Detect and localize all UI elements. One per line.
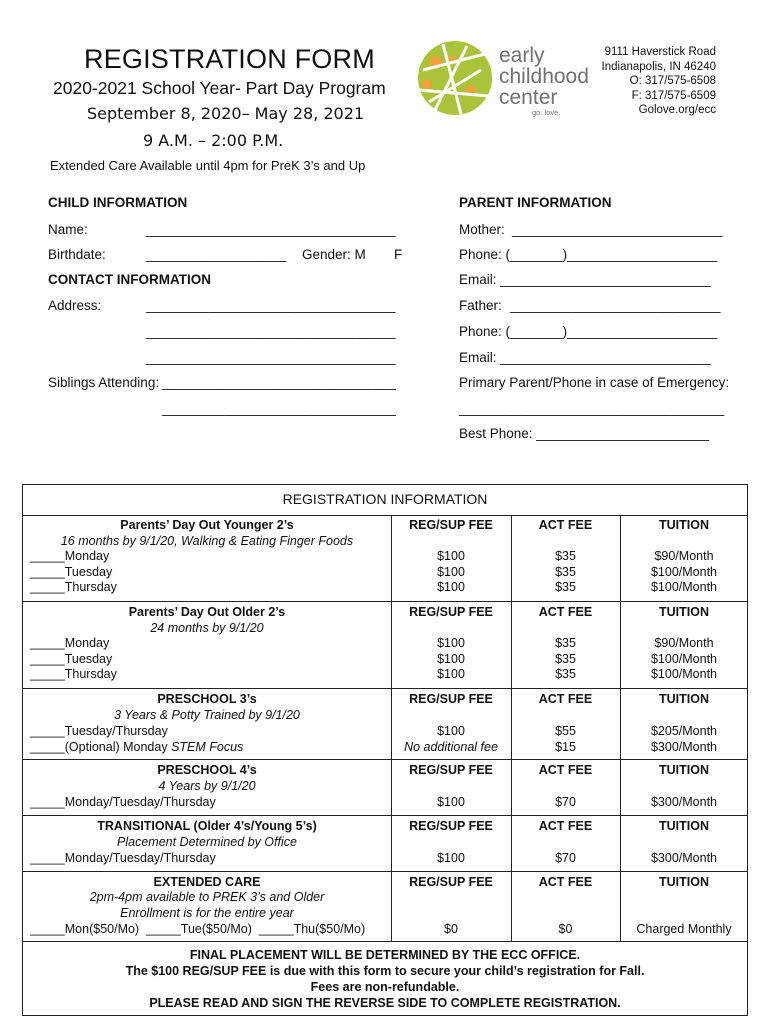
contact-city: Indianapolis, IN 46240: [601, 60, 716, 73]
reg-fee: $100: [437, 565, 465, 579]
program-dates: September 8, 2020– May 28, 2021: [87, 104, 365, 123]
ecc-logo-mark: [415, 40, 600, 120]
act-fee: $35: [555, 549, 576, 563]
act-fee: $35: [555, 580, 576, 594]
option-optional-monday[interactable]: [30, 740, 243, 754]
section-title: TRANSITIONAL (Older 4’s/Young 5’s): [97, 819, 317, 833]
mother-label: Mother:: [459, 222, 505, 237]
address-field-2[interactable]: ________________________________: [146, 324, 396, 339]
col-header-tuition: TUITION: [659, 518, 709, 532]
section-extended-care: [23, 872, 747, 942]
option-mon-tue-thu[interactable]: _____Monday/Tuesday/Thursday: [30, 795, 216, 809]
program-hours: 9 A.M. – 2:00 P.M.: [143, 131, 284, 150]
section-transitional: [23, 816, 747, 872]
tuition: $205/Month: [650, 724, 718, 738]
col-header-act-fee: ACT FEE: [538, 819, 593, 833]
tuition: $100/Month: [650, 667, 718, 681]
logo-word-childhood: childhood: [499, 65, 589, 88]
reg-fee: $100: [437, 667, 465, 681]
contact-block: [602, 45, 716, 118]
section-note: 4 Years by 9/1/20: [158, 779, 256, 793]
reg-fee: $0: [444, 922, 458, 936]
tuition: Charged Monthly: [636, 922, 732, 936]
father-email-field[interactable]: Email: ____________________________: [459, 350, 711, 365]
form-title: REGISTRATION FORM: [84, 44, 375, 74]
col-header-reg-fee: REG/SUP FEE: [409, 605, 493, 619]
col-header-tuition: TUITION: [659, 875, 709, 889]
registration-table-heading: REGISTRATION INFORMATION: [23, 485, 747, 516]
option-extended-days[interactable]: _____Mon($50/Mo) _____Tue($50/Mo) _____Thu($50/Mo): [30, 922, 366, 936]
section-preschool-3s: [23, 689, 747, 760]
act-fee: $70: [555, 795, 576, 809]
reg-fee: $100: [437, 636, 465, 650]
child-info-heading: CHILD INFORMATION: [48, 195, 188, 210]
reg-fee: $100: [437, 549, 465, 563]
act-fee: $35: [555, 636, 576, 650]
act-fee: $35: [555, 565, 576, 579]
col-header-reg-fee: REG/SUP FEE: [409, 692, 493, 706]
siblings-field-1[interactable]: ______________________________: [162, 375, 397, 390]
col-header-tuition: TUITION: [659, 605, 709, 619]
best-phone-field[interactable]: Best Phone: _______________________: [459, 426, 709, 441]
contact-street: 9111 Haverstick Road: [604, 46, 716, 58]
name-field[interactable]: ________________________________: [146, 222, 396, 237]
section-note: 3 Years & Potty Trained by 9/1/20: [114, 708, 300, 722]
option-thursday[interactable]: _____Thursday: [30, 580, 117, 594]
contact-office-phone: O: 317/575-6508: [629, 75, 716, 87]
contact-info-heading: CONTACT INFORMATION: [48, 272, 211, 287]
final-note-sign-reverse: PLEASE READ AND SIGN THE REVERSE SIDE TO COMPLETE REGISTRATION.: [149, 996, 621, 1010]
final-note-nonrefundable: Fees are non-refundable.: [310, 980, 460, 994]
option-label-stem: STEM Focus: [171, 740, 244, 754]
logo-word-early: early: [499, 44, 545, 67]
option-mon-tue-thu[interactable]: _____Monday/Tuesday/Thursday: [30, 851, 216, 865]
act-fee: $0: [558, 922, 573, 936]
emergency-field[interactable]: __________________________________: [459, 401, 725, 416]
mother-phone-field[interactable]: Phone: (_______)____________________: [459, 247, 718, 262]
section-title: Parents’ Day Out Younger 2’s: [120, 518, 294, 532]
father-field[interactable]: ___________________________: [510, 298, 721, 313]
tuition: $100/Month: [650, 580, 718, 594]
tuition: $100/Month: [650, 565, 718, 579]
address-label: Address:: [48, 298, 102, 313]
col-header-reg-fee: REG/SUP FEE: [409, 819, 493, 833]
siblings-label: Siblings Attending:: [48, 375, 160, 390]
section-note: Placement Determined by Office: [117, 835, 297, 849]
extended-care-note: Extended Care Available until 4pm for PreK 3’s and Up: [50, 158, 366, 173]
act-fee: $70: [555, 851, 576, 865]
tuition: $90/Month: [654, 549, 714, 563]
section-note-enrollment: Enrollment is for the entire year: [120, 906, 294, 920]
section-title: PRESCHOOL 4’s: [157, 763, 257, 777]
father-phone-field[interactable]: Phone: (_______)____________________: [459, 324, 718, 339]
col-header-act-fee: ACT FEE: [538, 763, 593, 777]
section-pdo-younger: [23, 515, 747, 602]
col-header-reg-fee: REG/SUP FEE: [409, 875, 493, 889]
gender-f-option[interactable]: F: [394, 247, 403, 262]
act-fee: $35: [555, 667, 576, 681]
option-tuesday-thursday[interactable]: _____Tuesday/Thursday: [30, 724, 168, 738]
reg-fee: $100: [437, 795, 465, 809]
option-thursday[interactable]: _____Thursday: [30, 667, 117, 681]
registration-table: [22, 484, 748, 1016]
col-header-act-fee: ACT FEE: [538, 605, 593, 619]
option-tuesday[interactable]: _____Tuesday: [30, 652, 113, 666]
section-pdo-older: [23, 602, 747, 689]
parent-info-heading: PARENT INFORMATION: [459, 195, 612, 210]
tuition: $90/Month: [654, 636, 714, 650]
col-header-reg-fee: REG/SUP FEE: [409, 518, 493, 532]
siblings-field-2[interactable]: ______________________________: [162, 401, 397, 416]
ecc-logo: [415, 40, 600, 120]
reg-fee: $100: [437, 851, 465, 865]
gender-m-option[interactable]: Gender: M: [302, 247, 366, 262]
reg-fee: $100: [437, 724, 465, 738]
name-label: Name:: [48, 222, 88, 237]
reg-fee: $100: [437, 652, 465, 666]
section-note: 16 months by 9/1/20, Walking & Eating Finger Foods: [60, 534, 354, 548]
section-title: EXTENDED CARE: [153, 875, 261, 889]
option-monday[interactable]: _____Monday: [30, 636, 110, 650]
contact-fax: F: 317/575-6509: [631, 89, 716, 102]
col-header-tuition: TUITION: [659, 819, 709, 833]
tuition: $100/Month: [650, 652, 718, 666]
final-note-placement: FINAL PLACEMENT WILL BE DETERMINED BY THE ECC OFFICE.: [189, 948, 581, 962]
section-note: 2pm-4pm available to PREK 3’s and Older: [89, 890, 325, 904]
emergency-label: Primary Parent/Phone in case of Emergency:: [459, 375, 730, 390]
birthdate-field[interactable]: __________________: [146, 247, 287, 262]
section-title: PRESCHOOL 3’s: [157, 692, 257, 706]
option-tuesday[interactable]: _____Tuesday: [30, 565, 113, 579]
act-fee: $15: [555, 740, 576, 754]
final-note-fee-due: The $100 REG/SUP FEE is due with this form to secure your child’s registration for Fall.: [125, 964, 645, 978]
mother-email-field[interactable]: Email: ____________________________: [459, 272, 711, 287]
reg-fee: $100: [437, 580, 465, 594]
col-header-act-fee: ACT FEE: [538, 875, 593, 889]
tuition: $300/Month: [650, 851, 718, 865]
contact-website: Golove.org/ecc: [638, 104, 716, 116]
col-header-reg-fee: REG/SUP FEE: [409, 763, 493, 777]
logo-word-center: center: [499, 86, 558, 109]
address-field-3[interactable]: ________________________________: [146, 350, 396, 365]
program-subtitle: 2020-2021 School Year- Part Day Program: [53, 78, 386, 98]
col-header-tuition: TUITION: [659, 692, 709, 706]
tuition: $300/Month: [650, 740, 718, 754]
col-header-tuition: TUITION: [659, 763, 709, 777]
mother-field[interactable]: ___________________________: [512, 222, 723, 237]
option-monday[interactable]: _____Monday: [30, 549, 110, 563]
birthdate-label: Birthdate:: [48, 247, 106, 262]
section-note: 24 months by 9/1/20: [150, 621, 264, 635]
col-header-act-fee: ACT FEE: [538, 692, 593, 706]
col-header-act-fee: ACT FEE: [538, 518, 593, 532]
act-fee: $35: [555, 652, 576, 666]
section-preschool-4s: [23, 760, 747, 816]
logo-tagline: go. love.: [532, 108, 561, 117]
act-fee: $55: [555, 724, 576, 738]
tuition: $300/Month: [650, 795, 718, 809]
father-label: Father:: [459, 298, 502, 313]
option-label: _____(Optional) Monday: [30, 740, 172, 754]
section-title: Parents’ Day Out Older 2’s: [128, 605, 286, 619]
address-field-1[interactable]: ________________________________: [146, 298, 396, 313]
reg-fee: No additional fee: [404, 740, 498, 754]
